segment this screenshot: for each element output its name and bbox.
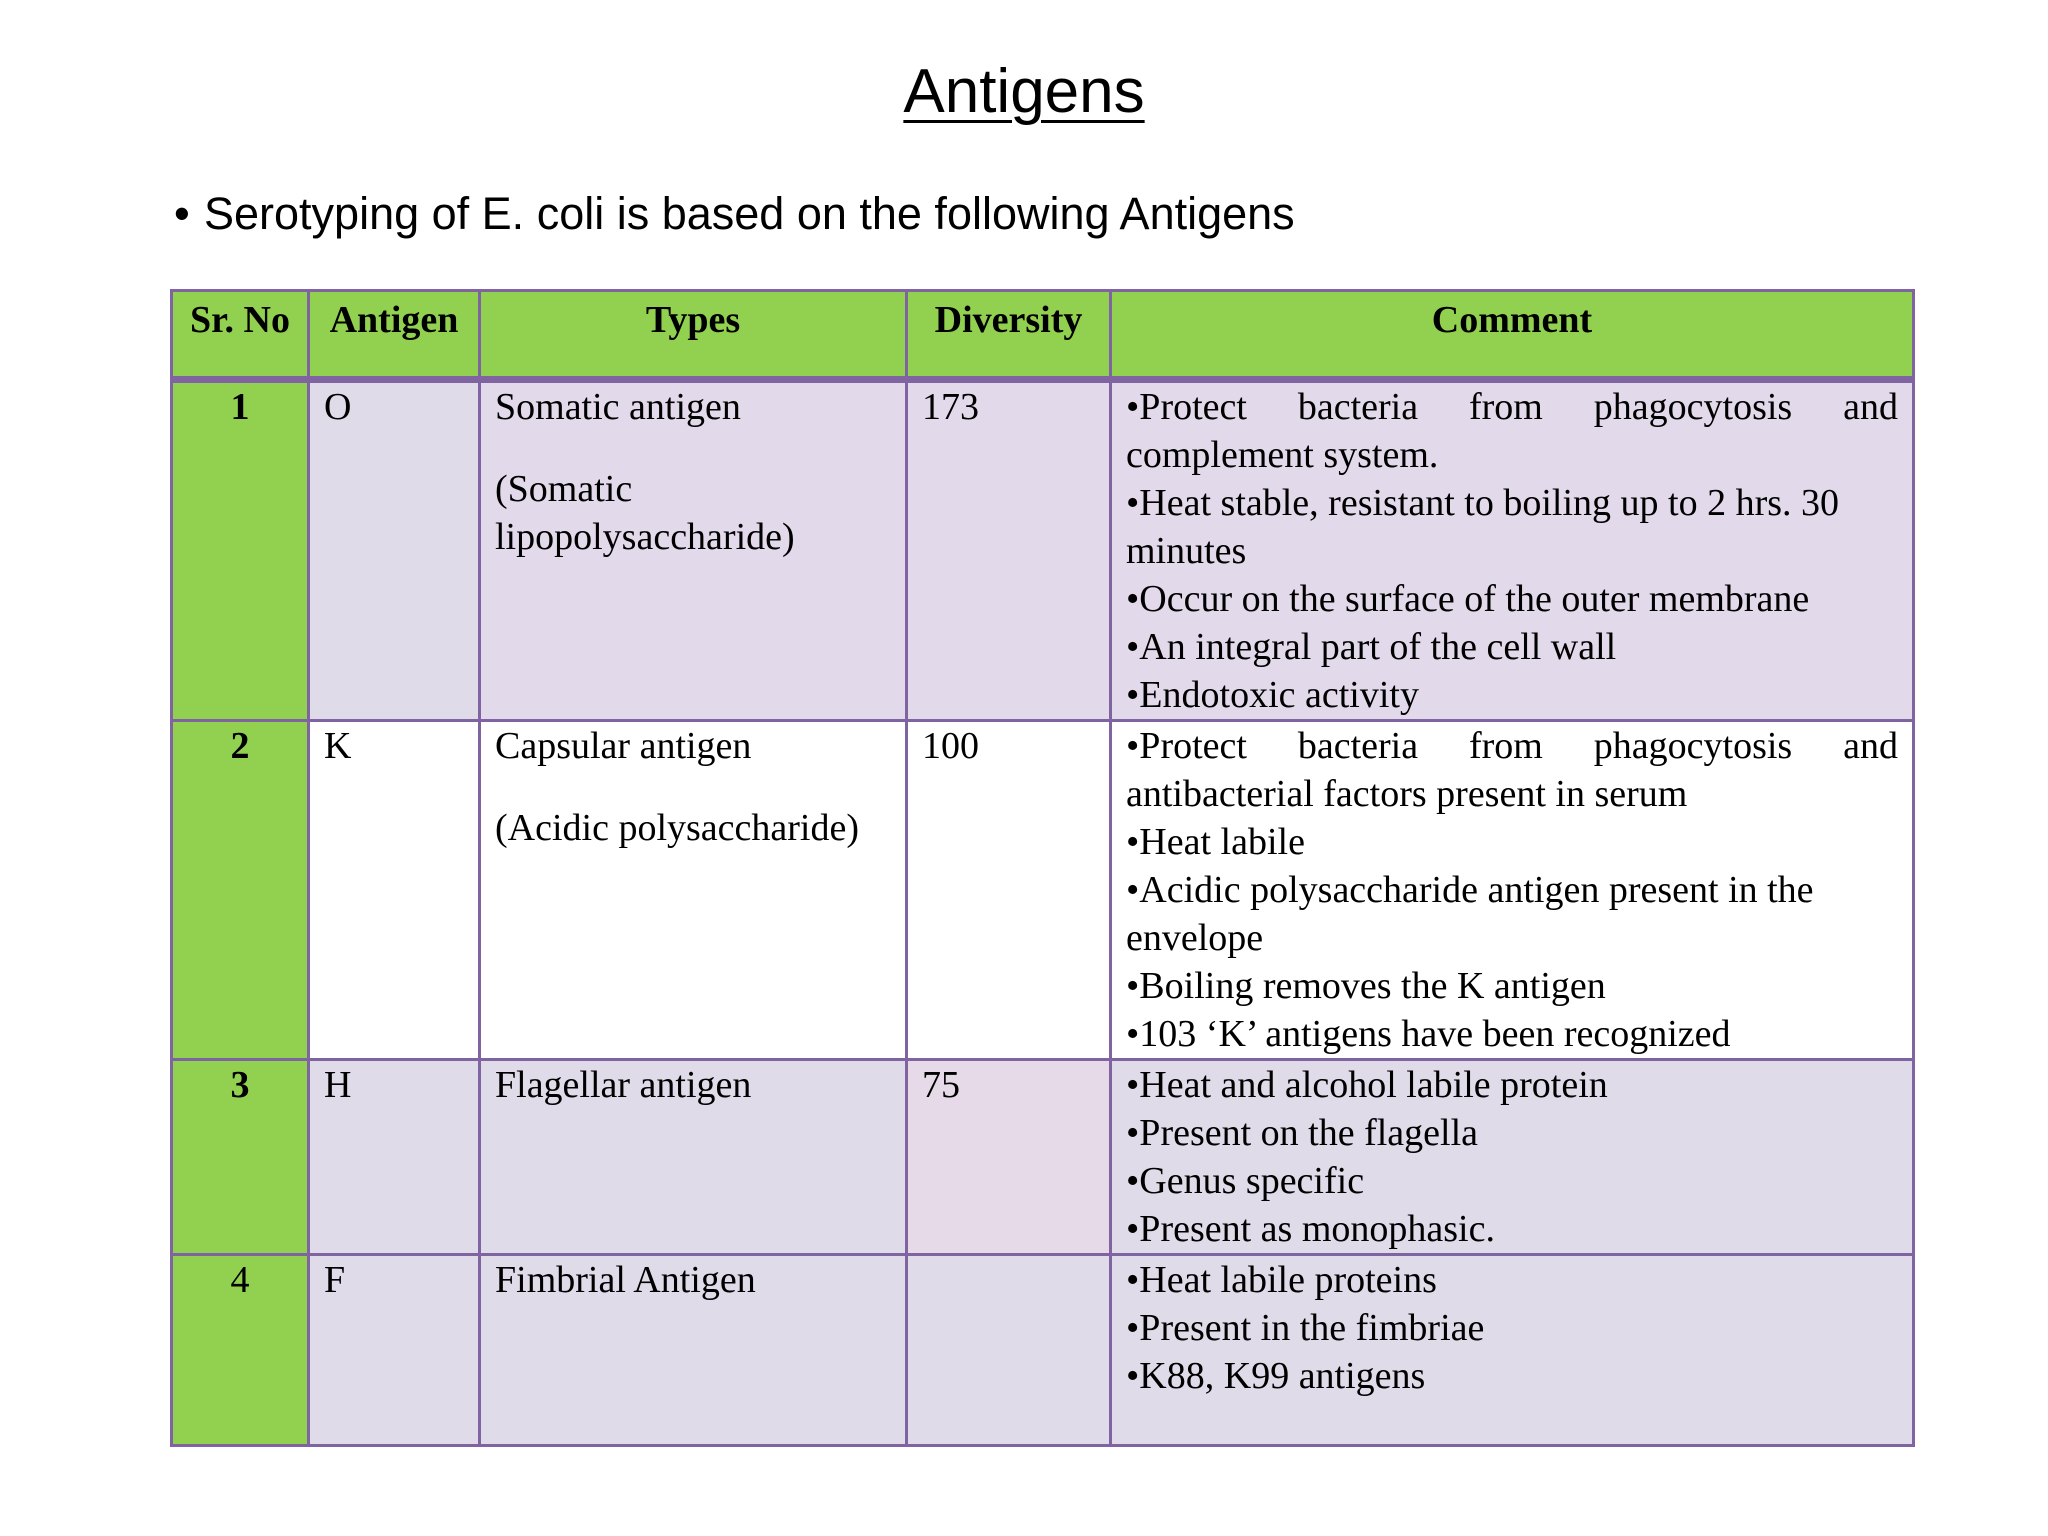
types-main: Fimbrial Antigen	[495, 1259, 756, 1301]
diversity-cell: 100	[907, 721, 1111, 1060]
table-row	[172, 380, 1914, 721]
antigen-table	[170, 289, 1915, 1447]
comment-line: •Occur on the surface of the outer membrane	[1126, 578, 1810, 620]
sr-no-cell: 1	[172, 380, 309, 721]
comment-line: minutes	[1126, 530, 1247, 572]
comment-line: antibacterial factors present in serum	[1126, 773, 1688, 815]
comment-cell	[1111, 1060, 1914, 1255]
types-main: Somatic antigen	[495, 386, 741, 428]
table-row	[172, 1255, 1914, 1446]
bullet-marker: •	[174, 188, 190, 239]
types-cell	[480, 1060, 907, 1255]
header-types: Types	[480, 291, 907, 380]
header-comment: Comment	[1111, 291, 1914, 380]
comment-line: •Present in the fimbriae	[1126, 1307, 1485, 1349]
comment-line: •Acidic polysaccharide antigen present in the	[1126, 869, 1814, 911]
comment-cell	[1111, 380, 1914, 721]
types-sub: (Somatic lipopolysaccharide)	[495, 468, 795, 558]
antigen-cell: H	[309, 1060, 480, 1255]
comment-line: •Heat labile	[1126, 821, 1305, 863]
comment-line: •Present on the flagella	[1126, 1112, 1479, 1154]
comment-line: envelope	[1126, 917, 1264, 959]
types-cell	[480, 721, 907, 1060]
comment-line: •Heat stable, resistant to boiling up to 2 hrs. 30	[1126, 482, 1840, 524]
slide-title: Antigens	[903, 57, 1145, 126]
types-sub: (Acidic polysaccharide)	[495, 807, 859, 849]
comment-cell	[1111, 1255, 1914, 1446]
comment-line: •K88, K99 antigens	[1126, 1355, 1426, 1397]
table-header-row	[172, 291, 1914, 380]
comment-line: •Heat labile proteins	[1126, 1259, 1437, 1301]
comment-cell	[1111, 721, 1914, 1060]
table-row	[172, 1060, 1914, 1255]
header-antigen: Antigen	[309, 291, 480, 380]
types-main: Flagellar antigen	[495, 1064, 752, 1106]
header-sr-no: Sr. No	[172, 291, 309, 380]
sr-no-cell: 4	[172, 1255, 309, 1446]
antigen-cell: F	[309, 1255, 480, 1446]
comment-line: complement system.	[1126, 434, 1439, 476]
comment-line: •Present as monophasic.	[1126, 1208, 1495, 1250]
diversity-cell: 75	[907, 1060, 1111, 1255]
types-main: Capsular antigen	[495, 725, 752, 767]
comment-line: •An integral part of the cell wall	[1126, 626, 1617, 668]
types-cell	[480, 380, 907, 721]
sr-no-cell: 3	[172, 1060, 309, 1255]
comment-line: •Endotoxic activity	[1126, 674, 1419, 716]
comment-line: •Boiling removes the K antigen	[1126, 965, 1606, 1007]
comment-line: •Genus specific	[1126, 1160, 1365, 1202]
comment-line: •Heat and alcohol labile protein	[1126, 1064, 1608, 1106]
comment-line: •Protect bacteria from phagocytosis and	[1126, 386, 1898, 428]
intro-text: Serotyping of E. coli is based on the following Antigens	[204, 188, 1295, 239]
comment-line: •103 ‘K’ antigens have been recognized	[1126, 1013, 1731, 1055]
table-row	[172, 721, 1914, 1060]
intro-bullet-point	[174, 186, 1295, 242]
types-cell	[480, 1255, 907, 1446]
sr-no-cell: 2	[172, 721, 309, 1060]
diversity-cell	[907, 1255, 1111, 1446]
comment-line: •Protect bacteria from phagocytosis and	[1126, 725, 1898, 767]
antigen-cell: K	[309, 721, 480, 1060]
diversity-cell: 173	[907, 380, 1111, 721]
header-diversity: Diversity	[907, 291, 1111, 380]
antigen-cell: O	[309, 380, 480, 721]
